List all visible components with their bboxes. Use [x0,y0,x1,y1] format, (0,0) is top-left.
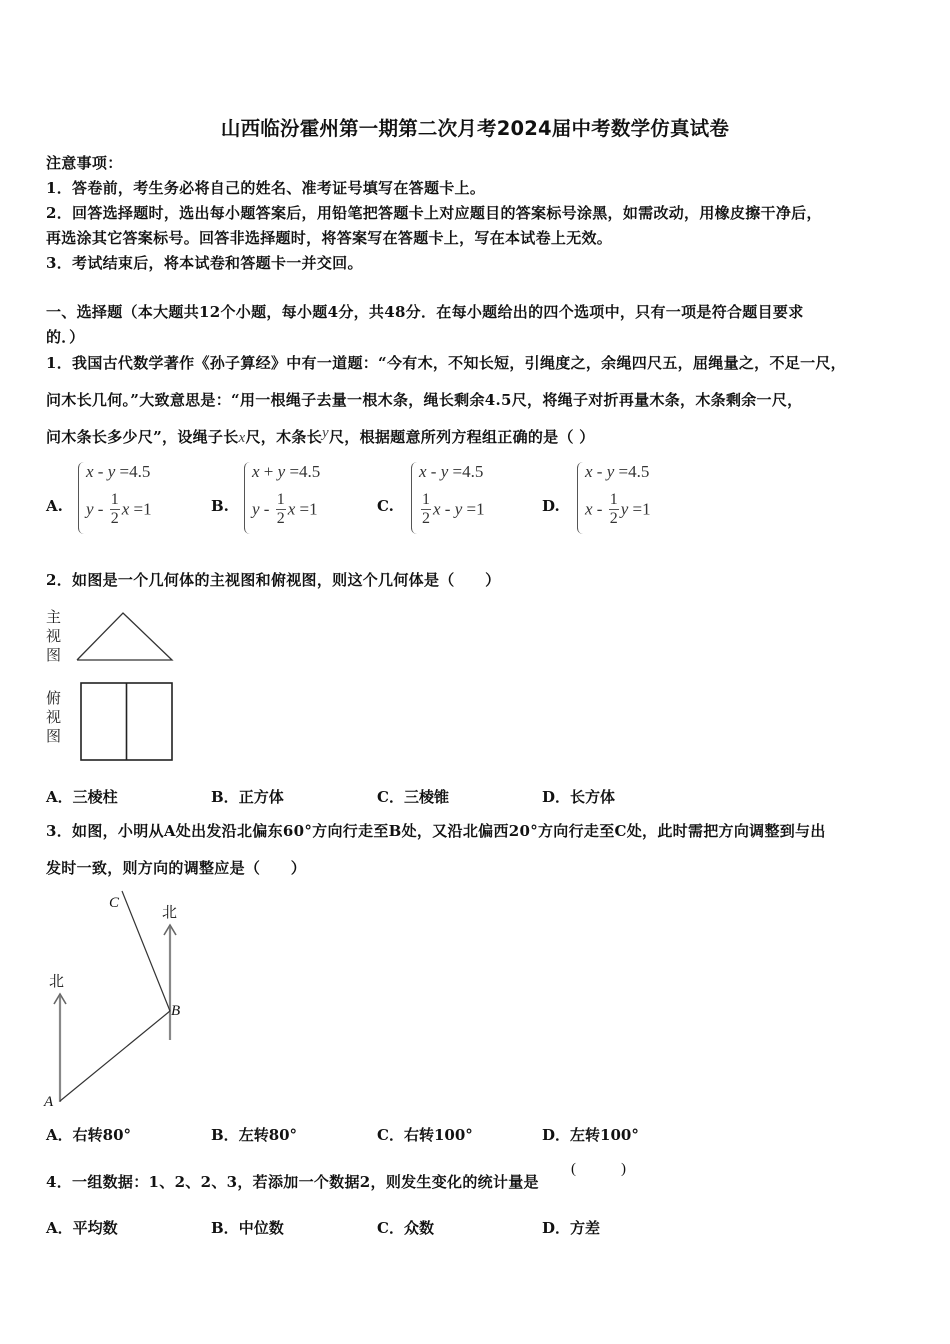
q1-option-a-equations[interactable]: x - y =4.5 y - $\frac{1}{2}$ x =1 [78,460,198,540]
var-x: x [238,430,246,446]
q4-option-d[interactable]: D．方差 [542,1219,601,1237]
q1-option-b-equations[interactable]: x + y =4.5 y - $\frac{1}{2}$ x =1 [244,460,364,540]
q4-text: 4．一组数据：1、2、2、3，若添加一个数据2，则发生变化的统计量是 [46,1173,539,1191]
notice-item-1: 1．答卷前，考生务必将自己的姓名、准考证号填写在答题卡上。 [46,179,486,197]
top-view-rectangle [78,681,176,763]
notice-item-2: 2．回答选择题时，选出每小题答案后，用铅笔把答题卡上对应题目的答案标号涂黑，如需改动，用橡皮擦干净后， [46,204,822,222]
north-label-a: 北 [49,972,65,990]
brace-icon [411,462,418,534]
q3-option-b[interactable]: B．左转80° [211,1126,298,1144]
notice-item-2-cont: 再选涂其它答案标号。回答非选择题时，将答案写在答题卡上，写在本试卷上无效。 [46,229,613,247]
q4-option-c[interactable]: C．众数 [377,1219,434,1237]
q1-option-a-label[interactable]: A. [46,497,63,515]
point-b-label: B [171,1003,181,1019]
notice-item-3: 3．考试结束后，将本试卷和答题卡一并交回。 [46,254,363,272]
point-c-label: C [109,895,120,911]
north-label-b: 北 [162,903,178,921]
q2-option-b[interactable]: B．正方体 [211,788,284,806]
page-title: 山西临汾霍州第一期第二次月考2024届中考数学仿真试卷 [220,117,730,140]
q1-option-c-label[interactable]: C. [377,497,394,515]
q3-option-d[interactable]: D．左转100° [542,1126,639,1144]
direction-diagram [40,880,220,1115]
brace-icon [244,462,251,534]
q4-option-a[interactable]: A．平均数 [46,1219,118,1237]
top-view-label: 俯 视 图 [46,689,62,745]
q4-answer-paren: ( ) [571,1161,626,1177]
section-heading: 一、选择题（本大题共12个小题，每小题4分，共48分．在每小题给出的四个选项中，只有一项是符合题目要求 [46,303,804,321]
q2-text: 2．如图是一个几何体的主视图和俯视图，则这个几何体是（ ） [46,571,501,589]
q2-option-a[interactable]: A．三棱柱 [46,788,118,806]
var-y: y [322,425,329,441]
brace-icon [78,462,85,534]
notice-heading: 注意事项： [46,154,123,172]
q1-option-d-equations[interactable]: x - y =4.5 x - $\frac{1}{2}$ y =1 [577,460,697,540]
q1-line-1: 1．我国古代数学著作《孙子算经》中有一道题：“今有木，不知长短，引绳度之，余绳四尺五，屈绳量之，不足一尺， [46,354,846,372]
section-heading-cont: 的．） [46,328,85,346]
q4-option-b[interactable]: B．中位数 [211,1219,284,1237]
q3-option-c[interactable]: C．右转100° [377,1126,473,1144]
q2-option-d[interactable]: D．长方体 [542,788,616,806]
front-view-triangle [74,610,178,664]
point-a-label: A [44,1094,54,1110]
q1-line-3: 问木条长多少尺”，设绳子长x尺，木条长y尺，根据题意所列方程组正确的是（ ） [46,425,595,446]
brace-icon [577,462,584,534]
q3-option-a[interactable]: A．右转80° [46,1126,132,1144]
front-view-label: 主 视 图 [46,608,62,664]
q1-option-d-label[interactable]: D. [542,497,560,515]
q1-line-2: 问木长几何。”大致意思是：“用一根绳子去量一根木条，绳长剩余4.5尺，将绳子对折再量木条，木条剩余一尺， [46,391,803,409]
q3-line-1: 3．如图，小明从A处出发沿北偏东60°方向行走至B处，又沿北偏西20°方向行走至C处，此时需把方向调整到与出 [46,822,826,840]
q2-option-c[interactable]: C．三棱锥 [377,788,449,806]
q1-option-b-label[interactable]: B. [211,497,229,515]
q1-option-c-equations[interactable]: x - y =4.5 $\frac{1}{2}$ x - y =1 [411,460,531,540]
q3-line-2: 发时一致，则方向的调整应是（ ） [46,859,307,877]
